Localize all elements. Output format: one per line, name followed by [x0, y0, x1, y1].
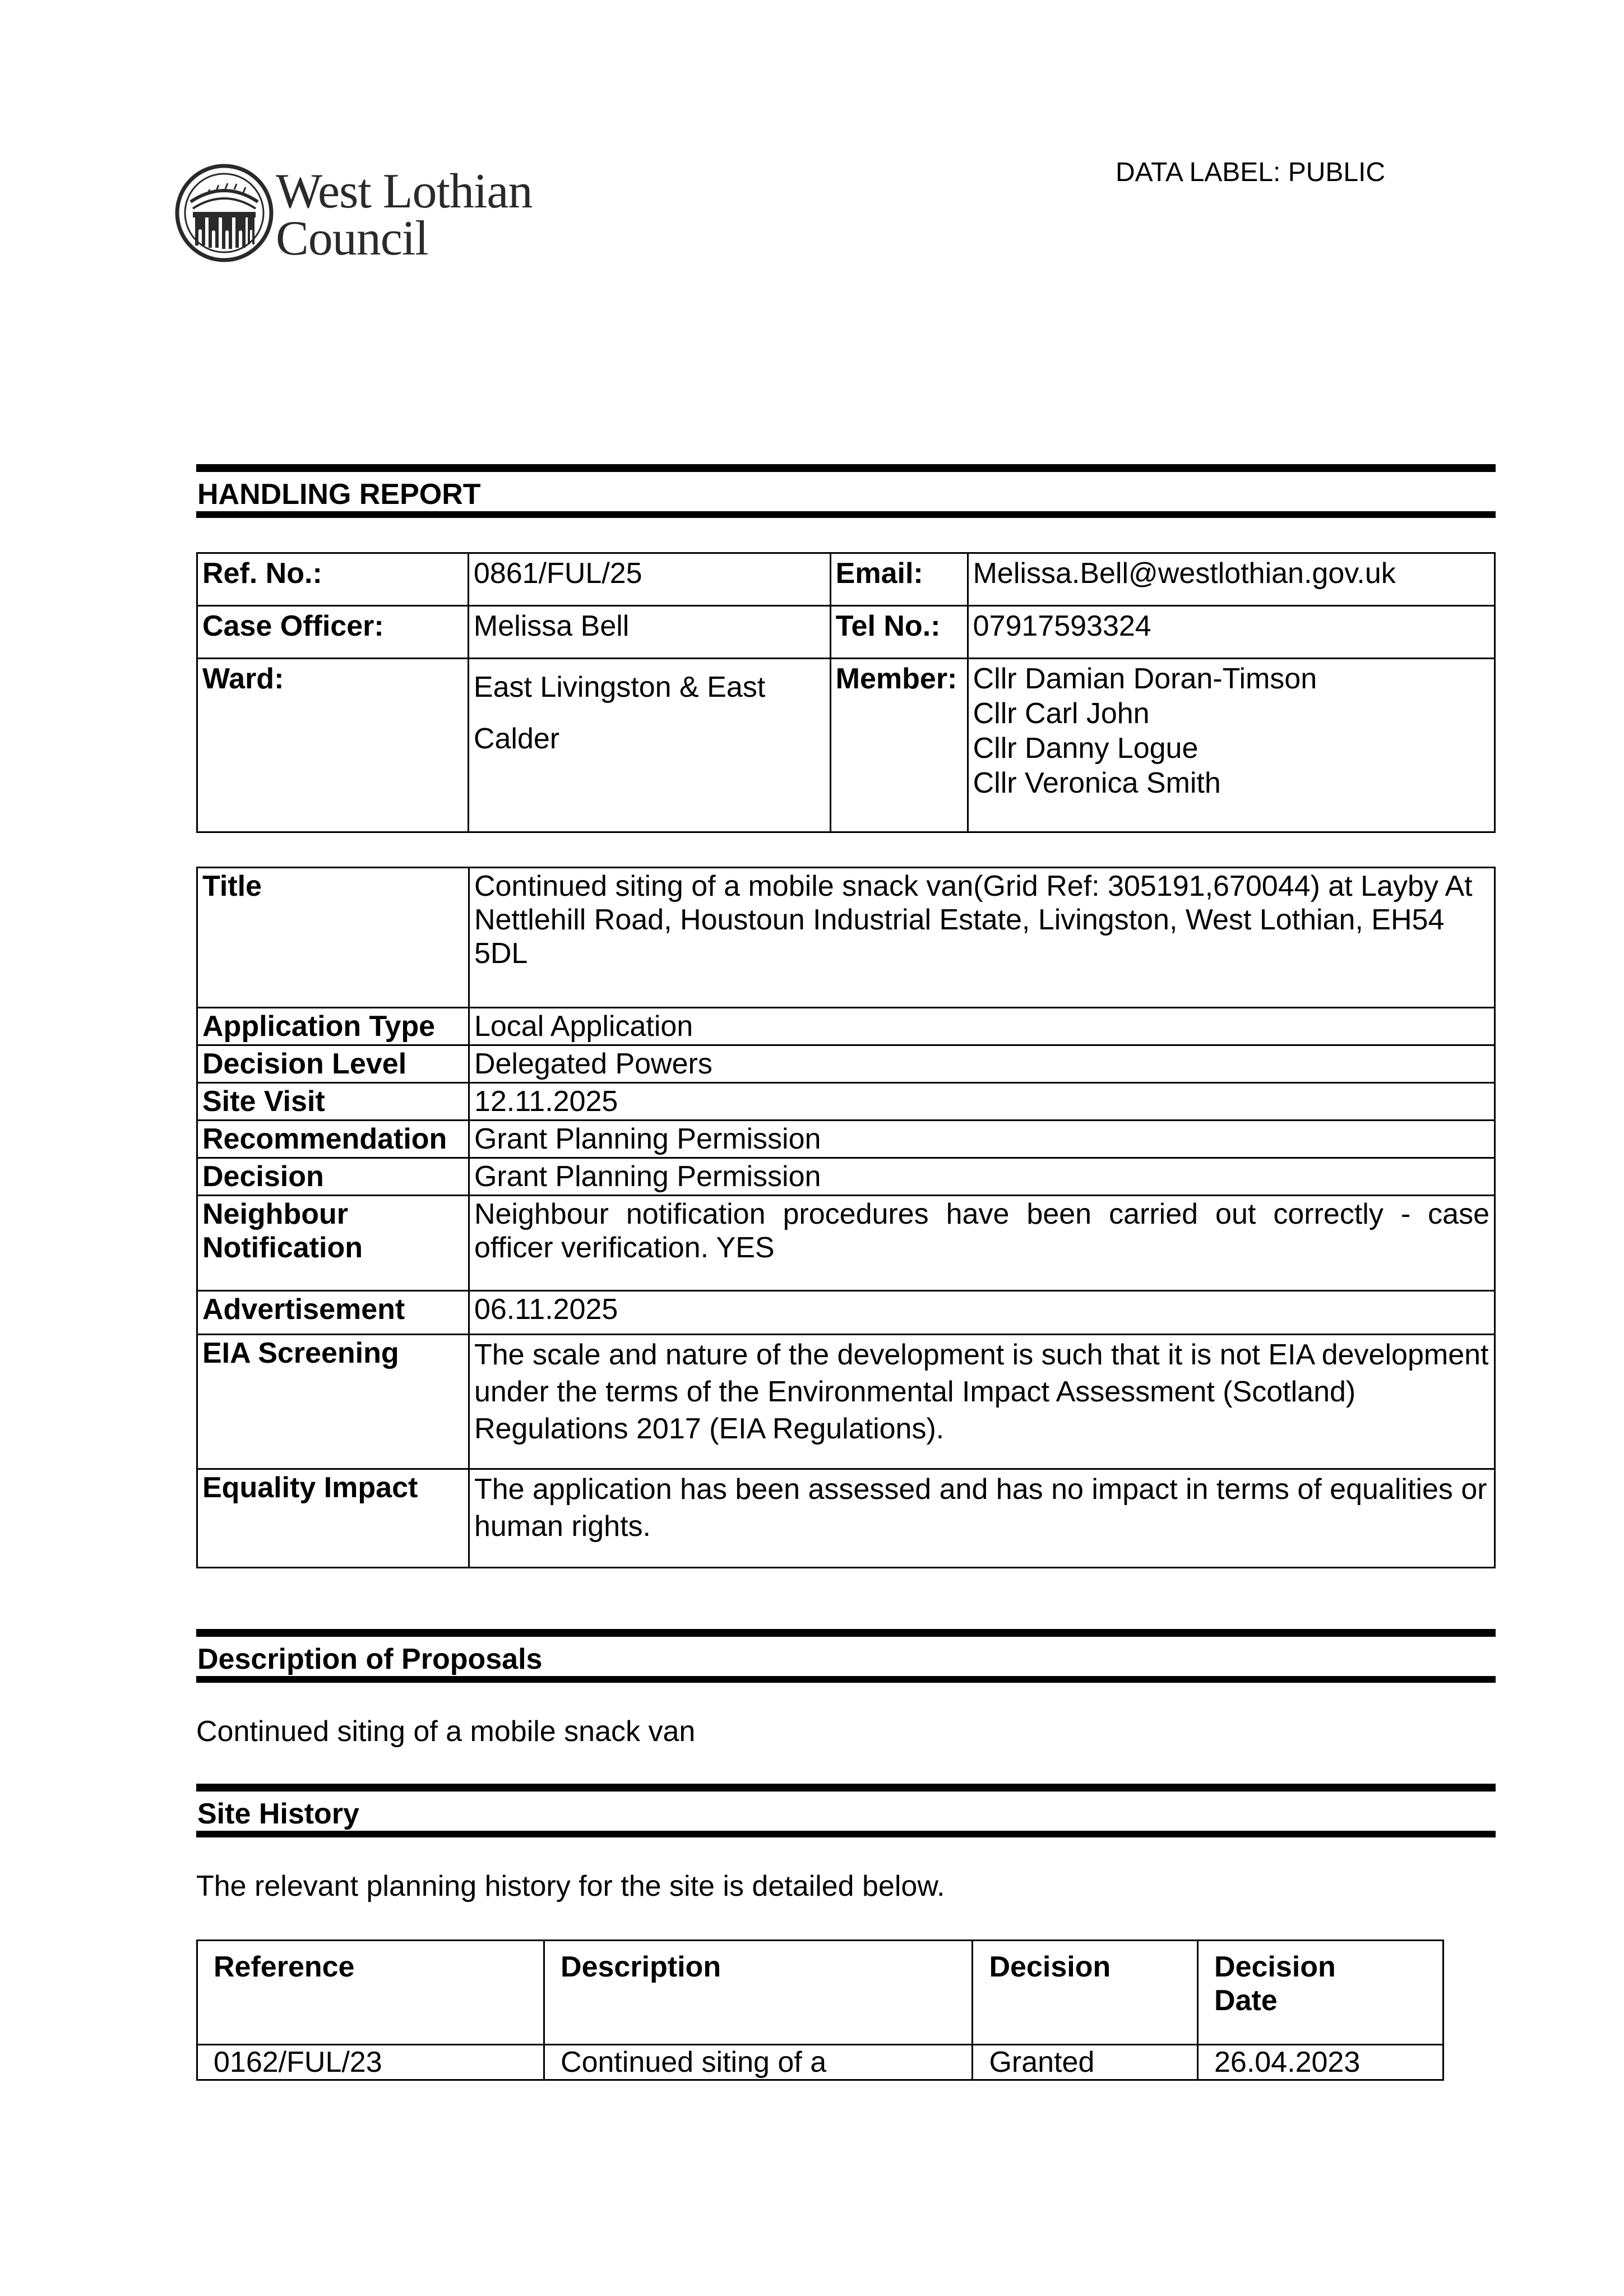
decision-value: Grant Planning Permission: [469, 1158, 1495, 1196]
case-officer-value: Melissa Bell: [468, 606, 830, 659]
case-officer-label: Case Officer:: [197, 606, 469, 659]
rule-top: [196, 464, 1496, 472]
site-history-intro: The relevant planning history for the site is detailed below.: [196, 1870, 945, 1902]
decision-level-label: Decision Level: [197, 1045, 469, 1083]
rule-top: [196, 1629, 1496, 1637]
table-row: [197, 1008, 1495, 1045]
label-line: Notification: [202, 1232, 363, 1264]
site-history-header: [196, 1784, 1496, 1837]
table-row: [197, 1469, 1495, 1568]
member-label: Member:: [830, 659, 968, 832]
member-item: Cllr Danny Logue: [973, 732, 1199, 765]
neighbour-notification-value: Neighbour notification procedures have been carried out correctly - case officer verification. YES: [469, 1196, 1495, 1291]
ward-value-line: East Livingston & East: [473, 671, 766, 703]
label-line: Neighbour: [202, 1198, 348, 1230]
ward-value: [468, 659, 830, 832]
title-label: Title: [197, 868, 469, 1008]
ref-label: Ref. No.:: [197, 553, 469, 606]
decision-cell: Granted: [973, 2045, 1198, 2080]
column-header: Reference: [197, 1941, 544, 2045]
logo-wordmark: [276, 164, 533, 266]
logo-line-2: Council: [276, 211, 428, 266]
table-header-row: [197, 1941, 1443, 2045]
recommendation-label: Recommendation: [197, 1121, 469, 1158]
table-row: [197, 659, 1495, 832]
case-info-table: [196, 552, 1496, 833]
neighbour-notification-label: [197, 1196, 469, 1291]
section-title: Description of Proposals: [197, 1643, 543, 1675]
table-row: [197, 1083, 1495, 1121]
table-row: [197, 2045, 1443, 2080]
table-row: [197, 606, 1495, 659]
eia-screening-label: EIA Screening: [197, 1335, 469, 1469]
title-value: Continued siting of a mobile snack van(Grid Ref: 305191,670044) at Layby At Nettlehill Road, Houstoun Industrial Estate, Livingston, West Lothian, EH54 5DL: [469, 868, 1495, 1008]
member-item: Cllr Damian Doran-Timson: [973, 663, 1317, 695]
rule-bottom: [196, 1676, 1496, 1683]
application-details-table: [196, 867, 1496, 1568]
decision-label: Decision: [197, 1158, 469, 1196]
eia-screening-value: The scale and nature of the development is such that it is not EIA development under the terms of the Environmental Impact Assessment (Scotland) Regulations 2017 (EIA Regulations).: [469, 1335, 1495, 1469]
rule-top: [196, 1784, 1496, 1792]
viaduct-emblem-icon: [174, 163, 275, 263]
table-row: [197, 1196, 1495, 1291]
proposals-text: Continued siting of a mobile snack van: [196, 1715, 696, 1748]
ward-label: Ward:: [197, 659, 469, 832]
data-label: DATA LABEL: PUBLIC: [1116, 158, 1386, 187]
tel-label: Tel No.:: [830, 606, 968, 659]
rule-bottom: [196, 511, 1496, 518]
advertisement-value: 06.11.2025: [469, 1291, 1495, 1335]
description-cell: Continued siting of a: [544, 2045, 973, 2080]
email-label: Email:: [830, 553, 968, 606]
advertisement-label: Advertisement: [197, 1291, 469, 1335]
equality-impact-label: Equality Impact: [197, 1469, 469, 1568]
member-item: Cllr Carl John: [973, 697, 1150, 730]
tel-value: 07917593324: [968, 606, 1495, 659]
recommendation-value: Grant Planning Permission: [469, 1121, 1495, 1158]
table-row: [197, 1121, 1495, 1158]
site-visit-value: 12.11.2025: [469, 1083, 1495, 1121]
column-header: Description: [544, 1941, 973, 2045]
table-row: [197, 1335, 1495, 1469]
council-logo: [174, 163, 555, 269]
site-visit-label: Site Visit: [197, 1083, 469, 1121]
decision-level-value: Delegated Powers: [469, 1045, 1495, 1083]
member-item: Cllr Veronica Smith: [973, 767, 1221, 799]
decision-date-cell: 26.04.2023: [1198, 2045, 1443, 2080]
table-row: [197, 1158, 1495, 1196]
rule-bottom: [196, 1831, 1496, 1837]
ref-value: 0861/FUL/25: [468, 553, 830, 606]
application-type-value: Local Application: [469, 1008, 1495, 1045]
application-type-label: Application Type: [197, 1008, 469, 1045]
email-value: Melissa.Bell@westlothian.gov.uk: [968, 553, 1495, 606]
equality-impact-value: The application has been assessed and has no impact in terms of equalities or human rights.: [469, 1469, 1495, 1568]
table-row: [197, 1291, 1495, 1335]
section-title: Site History: [197, 1798, 359, 1830]
section-title: HANDLING REPORT: [197, 478, 481, 511]
table-row: [197, 553, 1495, 606]
handling-report-header: [196, 464, 1496, 518]
ward-value-line: Calder: [473, 723, 560, 755]
reference-cell: 0162/FUL/23: [197, 2045, 544, 2080]
proposals-header: [196, 1629, 1496, 1683]
column-header: Decision Date: [1198, 1941, 1443, 2045]
table-row: [197, 868, 1495, 1008]
logo-line-1: West Lothian: [276, 164, 533, 219]
site-history-table: [196, 1939, 1444, 2081]
member-list: [968, 659, 1495, 832]
column-header: Decision: [973, 1941, 1198, 2045]
table-row: [197, 1045, 1495, 1083]
